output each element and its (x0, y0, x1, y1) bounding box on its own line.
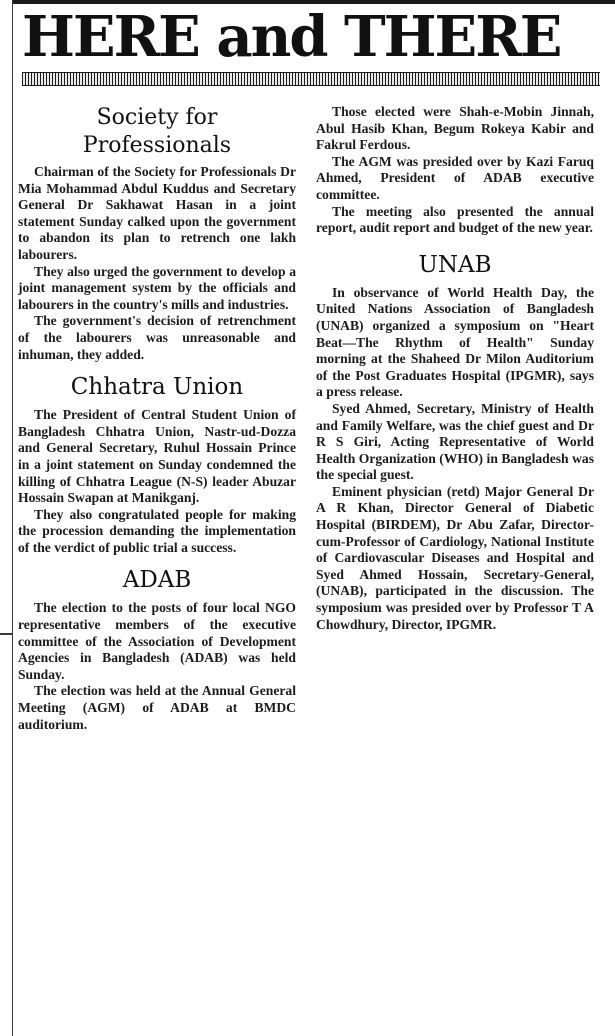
right-column (316, 104, 594, 633)
masthead-hatch-rule (22, 72, 600, 86)
article-chhatra-union (18, 373, 296, 556)
article-unab (316, 251, 594, 633)
paragraph: The President of Central Student Union of Bangladesh Chhatra Union, Nastr-ud-Dozza and General Secretary, Ruhul Hossain Prince in a joint statement on Sunday condemned the killing of Chhatra League (N-S) leader Abuzar Hossain Swapan at Manikganj. (18, 407, 296, 506)
paragraph: In observance of World Health Day, the United Nations Association of Bangladesh (UNAB) organized a symposium on "Heart Beat—The Rhythm of Health" Sunday morning at the Shaheed Dr Milon Auditorium of the Post Graduates Hospital (IPGMR), says a press release. (316, 284, 594, 400)
heading-line-2: Professionals (82, 133, 232, 158)
heading-society-for-professionals (18, 104, 296, 160)
paragraph: Syed Ahmed, Secretary, Ministry of Health and Family Welfare, was the chief guest and Dr R S Giri, Acting Representative of World Health Organization (WHO) in Bangladesh was the special guest. (316, 400, 594, 483)
left-column (18, 100, 296, 733)
paragraph: Chairman of the Society for Professionals Dr Mia Mohammad Abdul Kuddus and Secretary General Dr Sakhawat Hasan in a joint statement Sunday calked upon the government to abandon its plan to retrench one lakh labourers. (18, 164, 296, 262)
paragraph: The election to the posts of four local NGO representative members of the executive committee of the Association of Development Agencies in Bangladesh (ADAB) was held Sunday. (18, 600, 296, 682)
paragraph: Those elected were Shah-e-Mobin Jinnah, Abul Hasib Khan, Begum Rokeya Kabir and Fakrul Ferdous. (316, 104, 594, 153)
left-margin-tick (0, 633, 12, 635)
paragraph: They also congratulated people for making the procession demanding the implementation of the verdict of public trial a success. (18, 506, 296, 555)
heading-chhatra-union: Chhatra Union (70, 374, 244, 401)
paragraph: Eminent physician (retd) Major General Dr A R Khan, Director General of Diabetic Hospital (BIRDEM), Dr Abu Zafar, Director-cum-Professor of Cardiology, National Institute of Cardiovascular Diseases and Hospital and Syed Ahmed Hossain, Secretary-General, (UNAB), participated in the discussion. The symposium was presided over by Professor T A Chowdhury, Director, IPGMR. (316, 483, 594, 632)
left-column-rule (12, 0, 13, 1036)
paragraph: The meeting also presented the annual report, audit report and budget of the new year. (316, 203, 594, 236)
article-society-for-professionals (18, 104, 296, 363)
paragraph: The election was held at the Annual General Meeting (AGM) of ADAB at BMDC auditorium. (18, 683, 296, 732)
paragraph: The AGM was presided over by Kazi Faruq Ahmed, President of ADAB executive committee. (316, 153, 594, 202)
heading-unab: UNAB (418, 251, 492, 278)
masthead-title: HERE and THERE (22, 4, 561, 70)
paragraph: They also urged the government to develop a joint management system by the officials and labourers in the country's mills and industries. (18, 263, 296, 312)
article-adab-continued (316, 104, 594, 237)
heading-adab: ADAB (122, 567, 192, 594)
heading-line-1: Society for (96, 105, 218, 130)
article-adab (18, 566, 296, 733)
paragraph: The government's decision of retrenchment of the labourers was unreasonable and inhuman, they added. (18, 313, 296, 362)
